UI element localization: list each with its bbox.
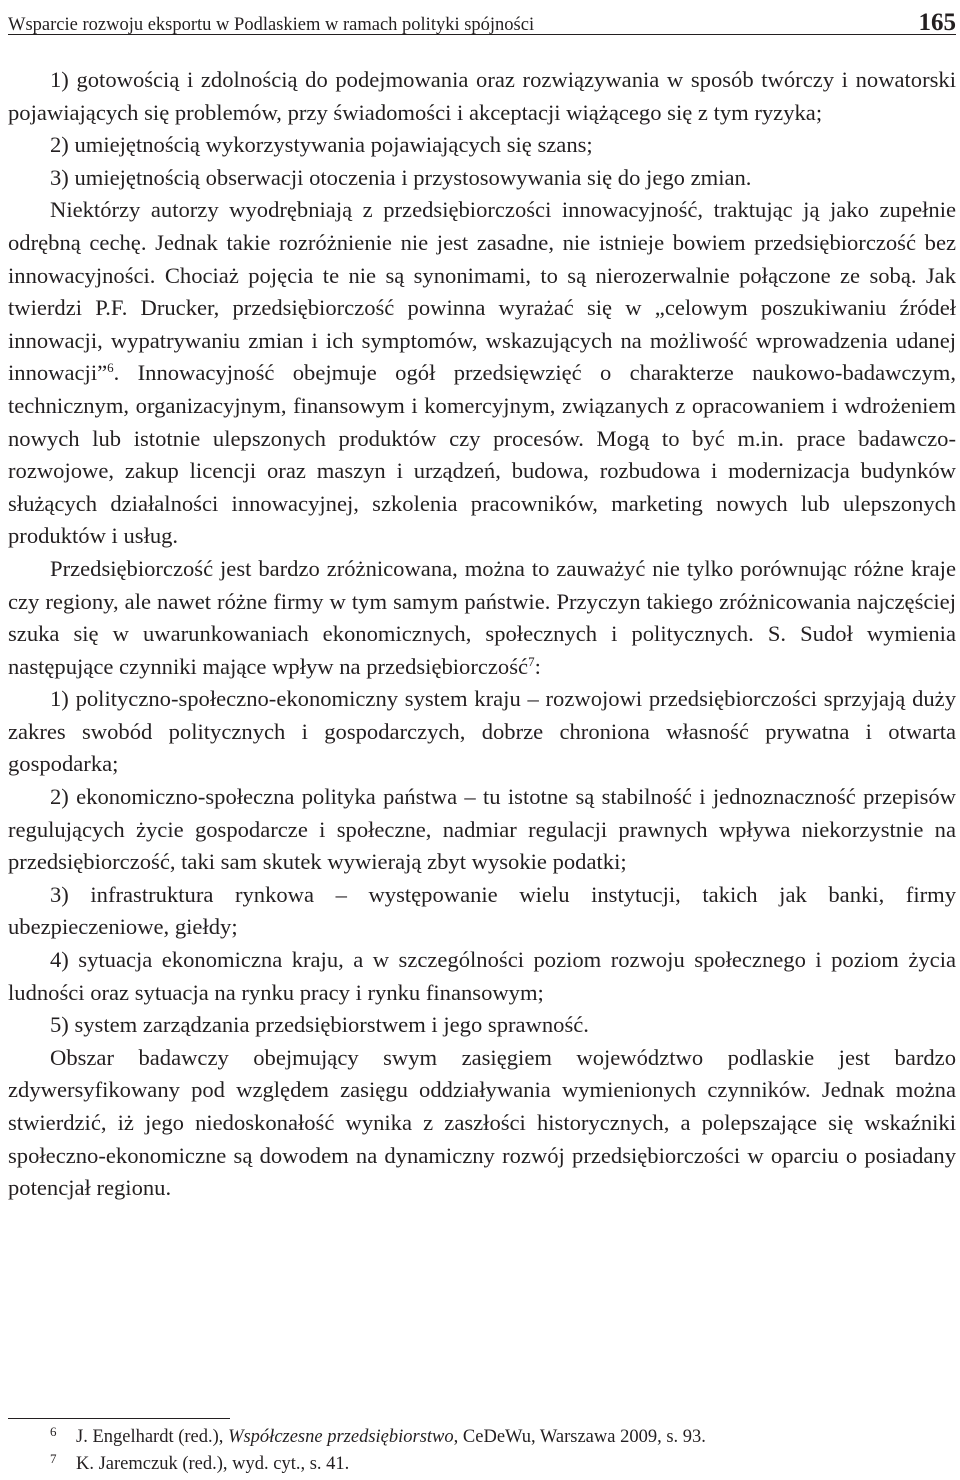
factor-item-3 bbox=[8, 879, 956, 944]
paragraph-text: 5) system zarządzania przedsiębiorstwem i jego sprawność. bbox=[50, 1012, 589, 1038]
running-head bbox=[8, 8, 956, 36]
footnote-book-title: Współczesne przedsiębiorstwo bbox=[228, 1427, 454, 1447]
paragraph-text: Przedsiębiorczość jest bardzo zróżnicowana, można to zauważyć nie tylko porównując różne kraje czy regiony, ale nawet różne firmy w tym samym państwie. Przyczyn takiego zróżnicowania najczęściej szuka się w uwarunkowaniach ekonomicznych, społecznych i politycznych. S. Sudoł wymienia następujące czynniki mające wpływ na przedsiębiorczość bbox=[8, 555, 956, 679]
factor-item-2 bbox=[8, 781, 956, 879]
factor-item-4 bbox=[8, 944, 956, 1009]
paragraph-text: 1) polityczno-społeczno-ekonomiczny system kraju – rozwojowi przedsiębiorczości sprzyjają duży zakres swobód politycznych i gospodarczych, dobrze chroniona własność prywatna i otwarta gospodarka; bbox=[8, 686, 956, 777]
footnotes bbox=[8, 1424, 956, 1478]
document-page bbox=[8, 0, 956, 1480]
paragraph-text: 3) infrastruktura rynkowa – występowanie wielu instytucji, takich jak banki, firmy ubezpieczeniowe, giełdy; bbox=[8, 881, 956, 940]
footnote-7: 7 K. Jaremczuk (red.), wyd. cyt., s. 41. bbox=[50, 1451, 350, 1474]
paragraph-text: 2) umiejętnością wykorzystywania pojawiających się szans; bbox=[50, 132, 593, 158]
list-item-2 bbox=[8, 129, 956, 162]
paragraph-text: : bbox=[534, 653, 541, 679]
footnote-6: 6 J. Engelhardt (red.), Współczesne przedsiębiorstwo, CeDeWu, Warszawa 2009, s. 93. bbox=[50, 1424, 706, 1447]
paragraph-text: 3) umiejętnością obserwacji otoczenia i przystosowywania się do jego zmian. bbox=[50, 164, 752, 190]
list-item-3 bbox=[8, 162, 956, 195]
paragraph-text: 1) gotowością i zdolnością do podejmowania oraz rozwiązywania w sposób twórczy i nowatorski pojawiających się problemów, przy świadomości i akceptacji wiążącego się z tym ryzyka; bbox=[8, 67, 956, 125]
body-text bbox=[8, 64, 956, 1205]
footnote-text: K. Jaremczuk (red.), wyd. cyt., s. 41. bbox=[76, 1454, 350, 1474]
footnote-rule bbox=[8, 1418, 230, 1419]
paragraph-text: Obszar badawczy obejmujący swym zasięgiem województwo podlaskie jest bardzo zdywersyfikowany pod względem zasięgu oddziaływania wymienionych czynników. Jednak można stwierdzić, iż jego niedoskonałość wynika z zaszłości historycznych, a polepszające się wskaźniki społeczno-ekonomiczne są dowodem na dynamiczny rozwój przedsiębiorczości w oparciu o posiadany potencjał regionu. bbox=[8, 1044, 956, 1201]
paragraph-text: . Innowacyjność obejmuje ogół przedsięwzięć o charakterze naukowo-badawczym, technicznym, organizacyjnym, finansowym i komercyjnym, związanych z opracowaniem i wdrożeniem nowych lub istotnie ulepszonych produktów czy procesów. Mogą to być m.in. prace badawczo-rozwojowe, zakup licencji oraz maszyn i urządzeń, budowa, rozbudowa i modernizacja budynków służących działalności innowacyjnej, szkolenia pracowników, marketing nowych lub ulepszonych produktów i usług. bbox=[8, 360, 956, 549]
footnote-text: J. Engelhardt (red.), bbox=[76, 1427, 229, 1447]
footnote-text: , CeDeWu, Warszawa 2009, s. 93. bbox=[453, 1427, 706, 1447]
header-rule bbox=[8, 34, 956, 35]
paragraph-text: Niektórzy autorzy wyodrębniają z przedsiębiorczości innowacyjność, traktując ją jako zupełnie odrębną cechę. Jednak takie rozróżnienie nie jest zasadne, nie istnieje bowiem przedsiębiorczość bez innowacyjności. Chociaż pojęcia te nie są synonimami, to są nierozerwalnie połączone ze sobą. Jak twierdzi P.F. Drucker, przedsiębiorczość powinna wyrażać się w „celowym poszukiwaniu źródeł innowacji, wypatrywaniu zmian i ich symptomów, wskazujących na możliwość wprowadzenia udanej innowacji” bbox=[8, 197, 956, 386]
running-head-title: Wsparcie rozwoju eksportu w Podlaskiem w ramach polityki spójności bbox=[8, 15, 535, 35]
paragraph-diversity bbox=[8, 553, 956, 683]
page-number: 165 bbox=[918, 9, 956, 36]
footnote-ref-7[interactable]: 7 bbox=[528, 653, 535, 669]
factor-item-1 bbox=[8, 683, 956, 781]
paragraph-innovation bbox=[8, 194, 956, 553]
paragraph-text: 4) sytuacja ekonomiczna kraju, a w szczególności poziom rozwoju społecznego i poziom życia ludności oraz sytuacja na rynku pracy i rynku finansowym; bbox=[8, 947, 956, 1005]
paragraph-conclusion bbox=[8, 1042, 956, 1205]
footnote-ref-6[interactable]: 6 bbox=[107, 360, 114, 376]
factor-item-5 bbox=[8, 1009, 956, 1042]
paragraph-text: 2) ekonomiczno-społeczna polityka państwa – tu istotne są stabilność i jednoznaczność przepisów regulujących życie gospodarcze i społeczne, nadmiar regulacji prawnych wpływa niekorzystnie na przedsiębiorczość, taki sam skutek wywierają zbyt wysokie podatki; bbox=[8, 784, 956, 875]
list-item-1 bbox=[8, 64, 956, 129]
